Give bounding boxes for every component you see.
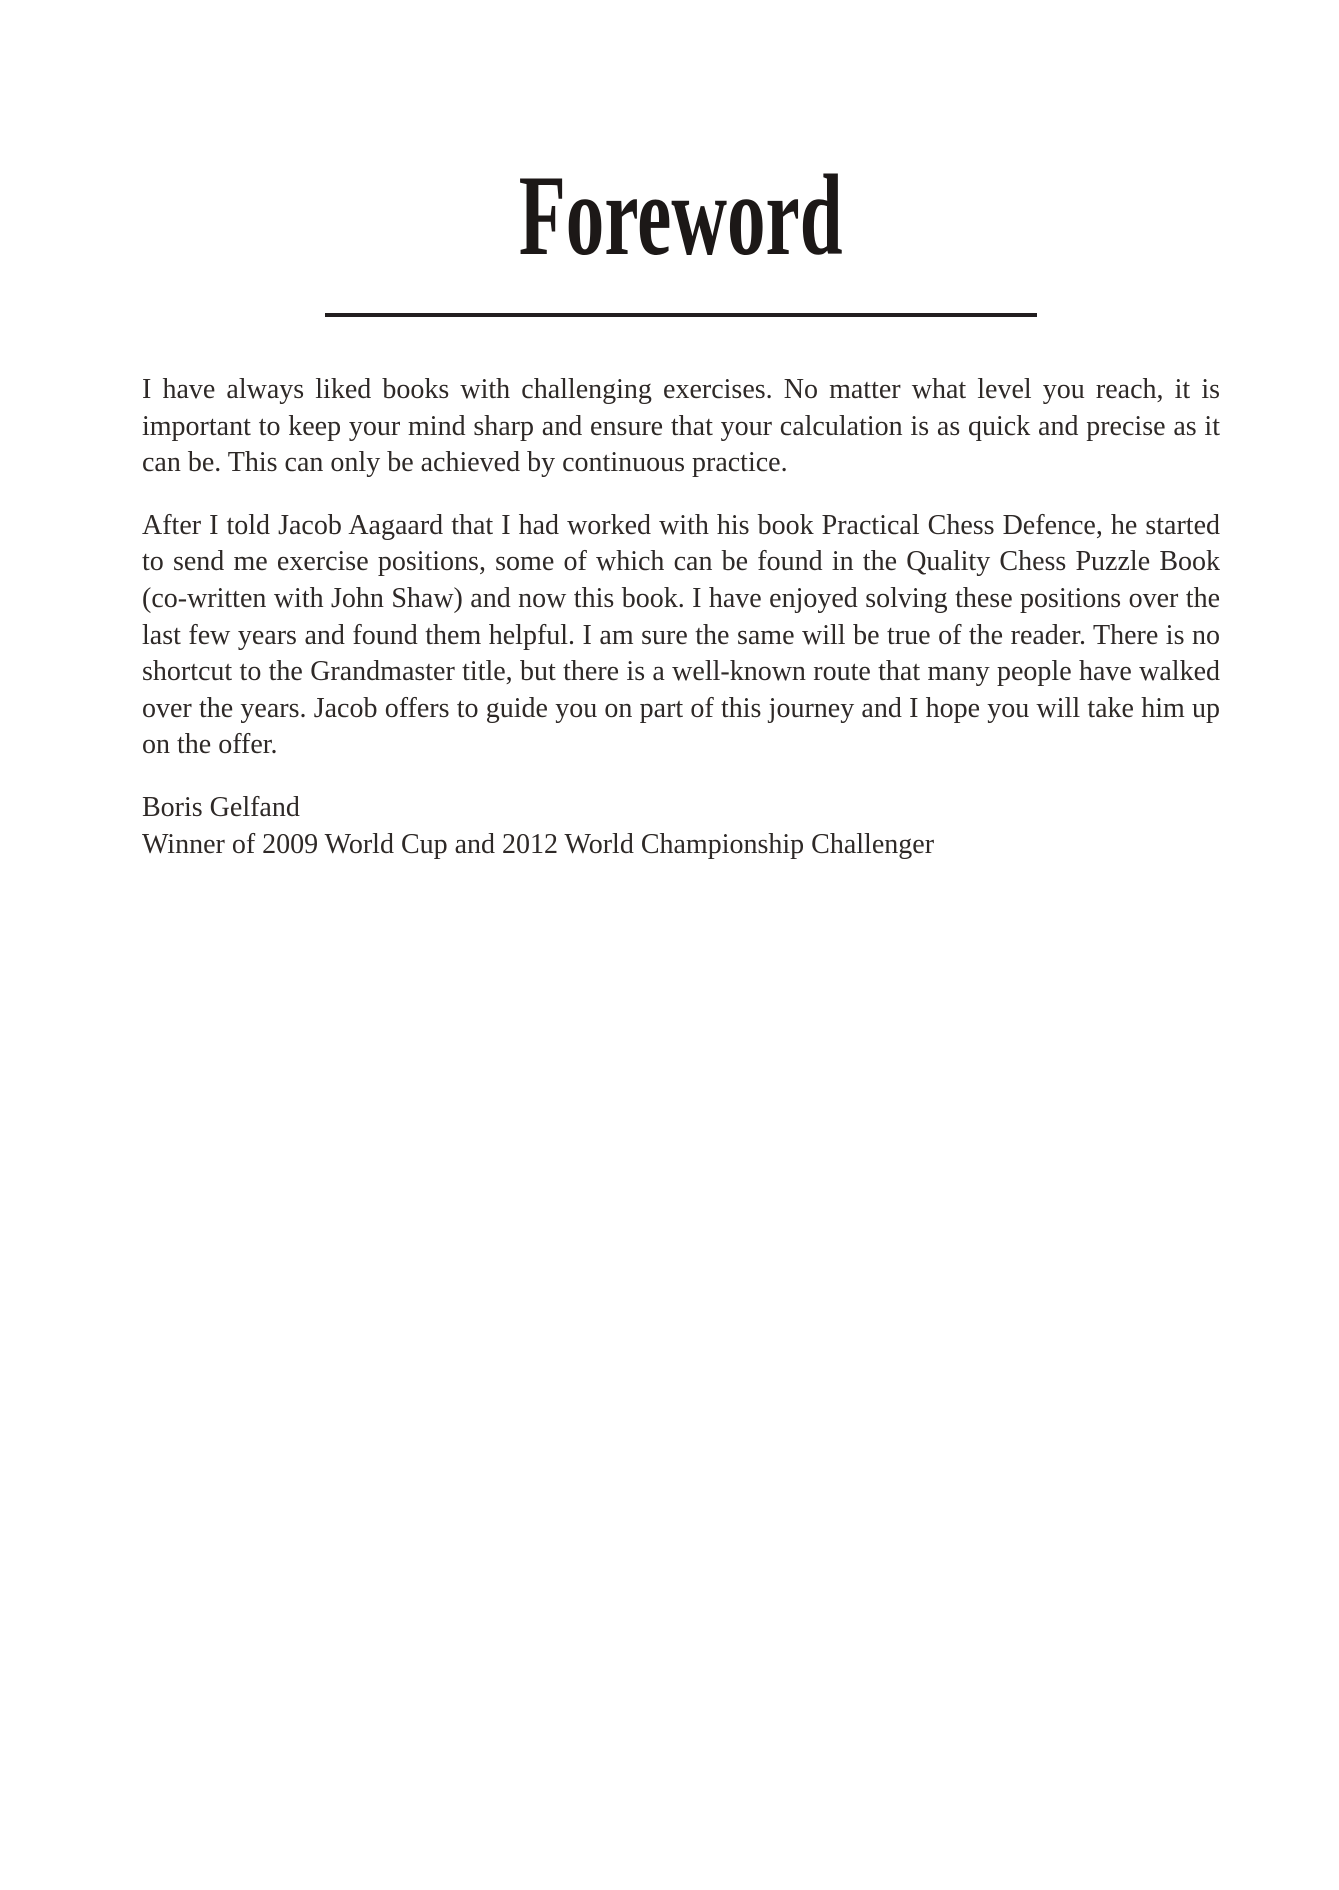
page-title	[439, 152, 922, 279]
paragraph-2-line: to send me exercise positions, some of which can be found in the Quality Chess Puzzle Book	[142, 546, 1220, 578]
signature-block	[142, 790, 1220, 863]
signature-credentials: Winner of 2009 World Cup and 2012 World Championship Challenger	[142, 828, 935, 860]
signature-name: Boris Gelfand	[142, 791, 300, 823]
page-title-row	[142, 152, 1220, 279]
paragraph-2-line: on the offer.	[142, 729, 278, 761]
paragraph-2	[142, 508, 1220, 764]
paragraph-1-line: important to keep your mind sharp and ensure that your calculation is as quick and precise as it	[142, 410, 1220, 442]
title-divider-rule	[325, 313, 1037, 317]
paragraph-1-line: can be. This can only be achieved by continuous practice.	[142, 447, 788, 479]
paragraph-2-line: over the years. Jacob offers to guide you on part of this journey and I hope you will take him up	[142, 692, 1220, 724]
paragraph-2-line: (co-written with John Shaw) and now this book. I have enjoyed solving these positions over the	[142, 582, 1220, 614]
paragraph-2-line: last few years and found them helpful. I am sure the same will be true of the reader. There is no	[142, 619, 1220, 651]
paragraph-1	[142, 372, 1220, 482]
paragraph-1-line: I have always liked books with challenging exercises. No matter what level you reach, it is	[142, 374, 1220, 405]
paragraph-2-line: After I told Jacob Aagaard that I had worked with his book Practical Chess Defence, he started	[142, 509, 1220, 541]
paragraph-2-line: shortcut to the Grandmaster title, but there is a well-known route that many people have walked	[142, 656, 1220, 688]
page-title-text: Foreword	[519, 152, 843, 279]
